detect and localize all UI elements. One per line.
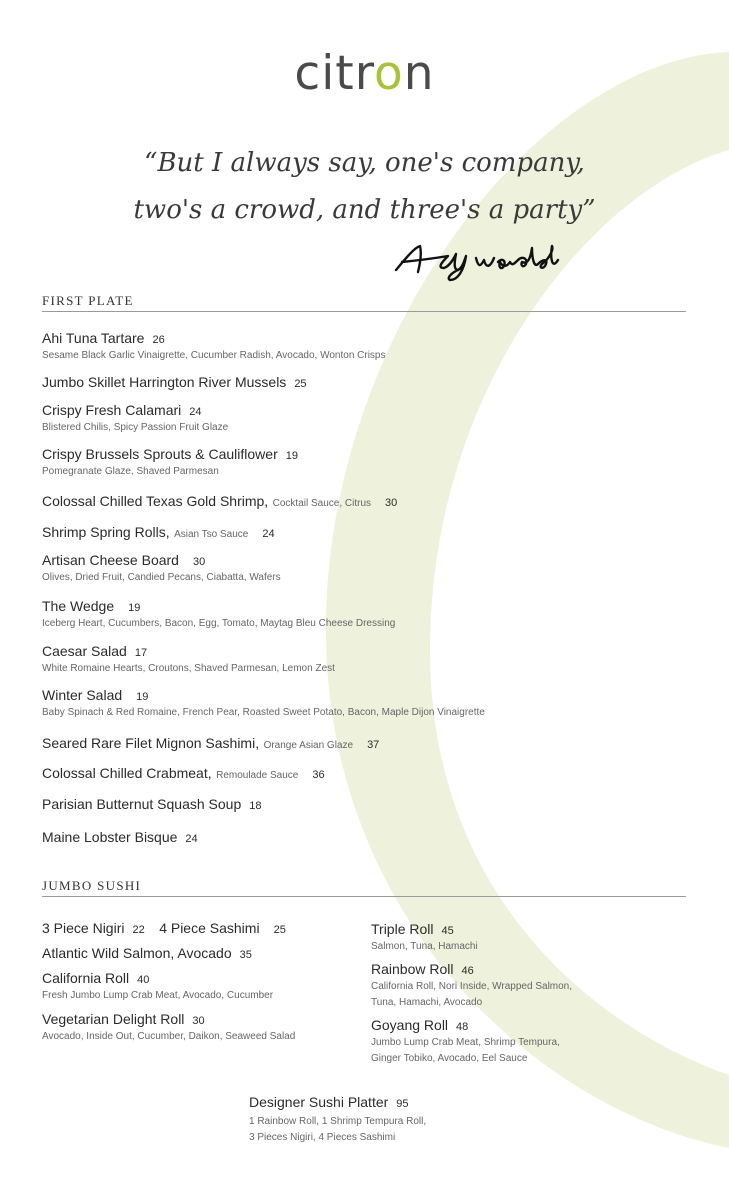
section-title-jumbo-sushi: JUMBO SUSHI xyxy=(42,878,142,893)
section-title-first-plate: FIRST PLATE xyxy=(42,293,134,308)
item-price: 24 xyxy=(185,833,198,845)
item-description: Sesame Black Garlic Vinaigrette, Cucumber Radish, Avocado, Wonton Crisps xyxy=(42,350,386,361)
menu-item xyxy=(42,796,262,814)
signature xyxy=(392,240,562,282)
item-name: 4 Piece Sashimi xyxy=(159,920,260,936)
item-price: 18 xyxy=(249,800,262,812)
item-name: Goyang Roll xyxy=(371,1017,449,1033)
item-description: Pomegranate Glaze, Shaved Parmesan xyxy=(42,466,219,477)
item-name: Crispy Fresh Calamari xyxy=(42,402,182,418)
menu-item xyxy=(42,374,307,392)
sushi-item xyxy=(42,1011,295,1042)
item-name: Shrimp Spring Rolls, xyxy=(42,524,170,540)
item-name: 3 Piece Nigiri xyxy=(42,920,125,936)
item-name: Jumbo Skillet Harrington River Mussels xyxy=(42,374,287,390)
item-description-line: Jumbo Lump Crab Meat, Shrimp Tempura, xyxy=(371,1037,560,1048)
item-name: Parisian Butternut Squash Soup xyxy=(42,796,242,812)
item-price: 35 xyxy=(239,949,252,961)
item-description: Olives, Dried Fruit, Candied Pecans, Ciabatta, Wafers xyxy=(42,572,281,583)
menu-item xyxy=(42,765,325,783)
item-description: White Romaine Hearts, Croutons, Shaved Parmesan, Lemon Zest xyxy=(42,663,335,674)
item-description: Fresh Jumbo Lump Crab Meat, Avocado, Cucumber xyxy=(42,990,274,1001)
logo-accent-letter: o xyxy=(374,46,404,101)
quote-line-1: “But I always say, one's company, xyxy=(144,148,585,178)
item-price: 36 xyxy=(312,769,325,781)
menu-item xyxy=(42,493,397,511)
section-divider xyxy=(42,311,686,312)
item-inline-note: Orange Asian Glaze xyxy=(263,740,354,751)
item-price: 95 xyxy=(396,1098,409,1110)
brand-logo xyxy=(0,46,729,101)
item-price: 46 xyxy=(461,965,474,977)
item-price: 19 xyxy=(128,602,141,614)
quote xyxy=(0,140,729,234)
item-description-line: 3 Pieces Nigiri, 4 Pieces Sashimi xyxy=(249,1132,396,1143)
menu-item xyxy=(42,687,485,718)
item-description: Baby Spinach & Red Romaine, French Pear, Roasted Sweet Potato, Bacon, Maple Dijon Vinaigrette xyxy=(42,707,485,718)
sushi-item xyxy=(371,961,572,1011)
sushi-item xyxy=(42,970,273,1001)
sushi-item xyxy=(371,1017,560,1067)
menu-item xyxy=(42,330,386,361)
sushi-item xyxy=(42,920,286,938)
item-name: Atlantic Wild Salmon, Avocado xyxy=(42,945,232,961)
item-price: 40 xyxy=(137,974,150,986)
item-description: Avocado, Inside Out, Cucumber, Daikon, Seaweed Salad xyxy=(42,1031,296,1042)
item-inline-note: Remoulade Sauce xyxy=(216,770,299,781)
item-name: Maine Lobster Bisque xyxy=(42,829,178,845)
item-price: 37 xyxy=(367,739,380,751)
logo-text-start: citr xyxy=(294,46,375,101)
item-name: Winter Salad xyxy=(42,687,123,703)
item-description-line: Ginger Tobiko, Avocado, Eel Sauce xyxy=(371,1053,528,1064)
item-inline-note: Cocktail Sauce, Citrus xyxy=(272,498,372,509)
item-name: Crispy Brussels Sprouts & Cauliflower xyxy=(42,446,278,462)
item-price: 48 xyxy=(456,1021,469,1033)
item-price: 25 xyxy=(294,378,307,390)
item-name: Artisan Cheese Board xyxy=(42,552,179,568)
item-price: 30 xyxy=(192,1015,205,1027)
item-description: Salmon, Tuna, Hamachi xyxy=(371,941,478,952)
item-price: 24 xyxy=(262,528,275,540)
menu-item xyxy=(42,735,379,753)
item-name: Seared Rare Filet Mignon Sashimi, xyxy=(42,735,260,751)
quote-line-2: two's a crowd, and three's a party” xyxy=(133,195,596,225)
item-name: Colossal Chilled Texas Gold Shrimp, xyxy=(42,493,269,509)
section-divider xyxy=(42,896,686,897)
item-name: Ahi Tuna Tartare xyxy=(42,330,145,346)
menu-item xyxy=(42,643,335,674)
item-price: 22 xyxy=(132,924,145,936)
item-inline-note: Asian Tso Sauce xyxy=(174,529,249,540)
sushi-item xyxy=(42,945,252,963)
item-price: 17 xyxy=(134,647,148,659)
item-name: The Wedge xyxy=(42,598,115,614)
item-description-line: California Roll, Nori Inside, Wrapped Salmon, xyxy=(371,981,573,992)
item-description: Blistered Chilis, Spicy Passion Fruit Glaze xyxy=(42,422,229,433)
item-price: 30 xyxy=(192,556,206,568)
item-price: 45 xyxy=(441,925,454,937)
sushi-item xyxy=(371,921,478,955)
item-name: Colossal Chilled Crabmeat, xyxy=(42,765,212,781)
menu-item xyxy=(42,402,228,433)
menu-item xyxy=(42,524,275,542)
menu-item xyxy=(42,552,281,583)
item-name: Vegetarian Delight Roll xyxy=(42,1011,185,1027)
item-name: Designer Sushi Platter xyxy=(249,1094,389,1110)
item-description-line: 1 Rainbow Roll, 1 Shrimp Tempura Roll, xyxy=(249,1116,427,1127)
item-price: 25 xyxy=(273,924,286,936)
item-price: 24 xyxy=(189,406,202,418)
item-price: 26 xyxy=(152,334,165,346)
menu-item xyxy=(42,829,198,847)
item-name: Triple Roll xyxy=(371,921,434,937)
item-price: 19 xyxy=(285,450,298,462)
item-description: Iceberg Heart, Cucumbers, Bacon, Egg, Tomato, Maytag Bleu Cheese Dressing xyxy=(42,618,396,629)
item-price: 19 xyxy=(136,691,149,703)
menu-item xyxy=(42,598,395,629)
item-description-line: Tuna, Hamachi, Avocado xyxy=(371,997,483,1008)
sushi-platter xyxy=(249,1094,426,1146)
item-price: 30 xyxy=(385,497,398,509)
item-name: Caesar Salad xyxy=(42,643,127,659)
item-name: California Roll xyxy=(42,970,130,986)
logo-text-end: n xyxy=(403,46,435,101)
item-name: Rainbow Roll xyxy=(371,961,454,977)
menu-item xyxy=(42,446,298,477)
